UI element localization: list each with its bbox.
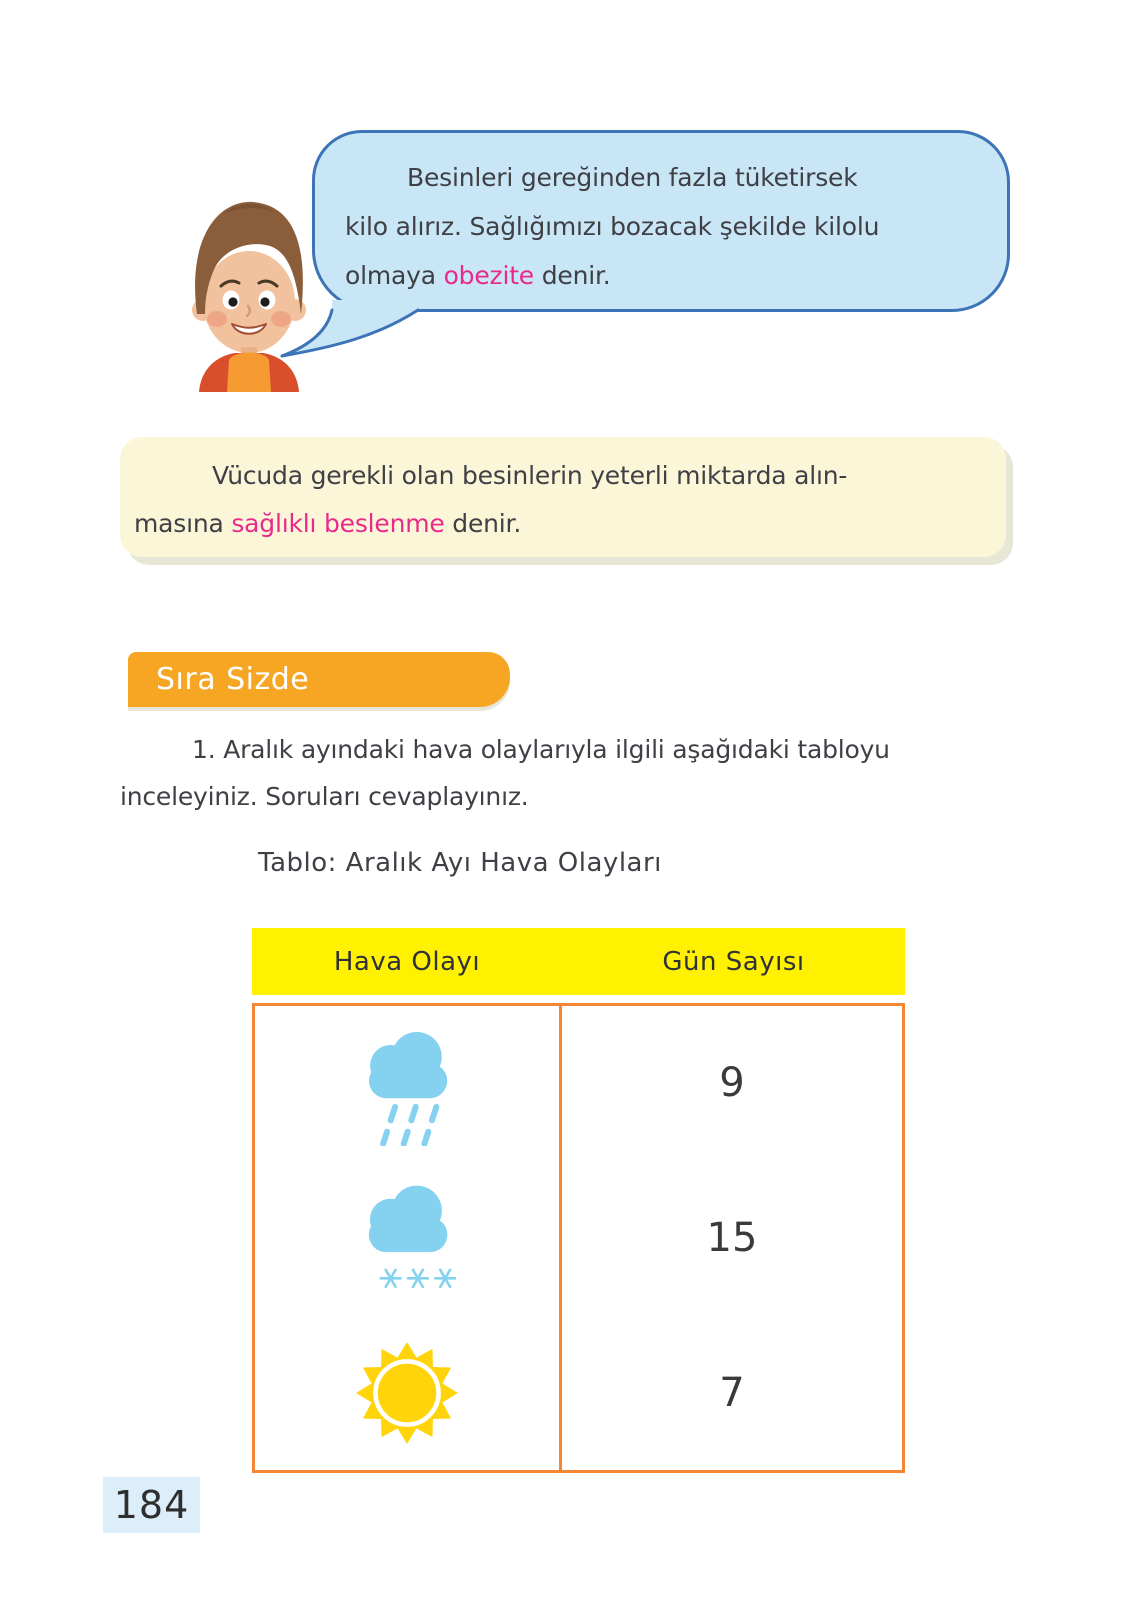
- speech-line: [345, 153, 979, 202]
- table-cell-weather-sun: [255, 1315, 562, 1470]
- highlighted-term: sağlıklı beslenme: [231, 509, 445, 538]
- table-cell-weather-rain: [255, 1006, 562, 1161]
- table-title: Tablo: Aralık Ayı Hava Olayları: [258, 848, 662, 878]
- section-header-sira-sizde: Sıra Sizde: [128, 652, 510, 707]
- definition-box: [120, 437, 1006, 557]
- speech-bubble: [312, 130, 1010, 312]
- table-header-row: [252, 928, 905, 995]
- snow-cloud-icon: [347, 1178, 467, 1298]
- column-header-gun-sayisi: Gün Sayısı: [662, 946, 805, 977]
- text-run: masına: [134, 509, 232, 538]
- text-run: Besinleri gereğinden fazla tüketirsek: [407, 163, 858, 192]
- definition-line: [134, 500, 966, 548]
- speech-line: [345, 202, 979, 251]
- question-1: [120, 726, 1020, 820]
- text-run: kilo alırız. Sağlığımızı bozacak şekilde kilolu: [345, 212, 880, 241]
- text-run: denir.: [444, 509, 522, 538]
- text-run: inceleyiniz. Soruları cevaplayınız.: [120, 782, 529, 811]
- question-line: [120, 726, 1020, 773]
- boy-character-illustration: [183, 192, 313, 392]
- table-cell-days: 7: [719, 1369, 745, 1416]
- table-cell-weather-snow: [255, 1161, 562, 1316]
- page-number-badge: 184: [103, 1477, 200, 1533]
- sun-icon: [351, 1337, 463, 1449]
- weather-table: [252, 1003, 905, 1473]
- rain-cloud-icon: [347, 1020, 467, 1146]
- table-cell-days: 15: [706, 1214, 758, 1261]
- text-run: 1. Aralık ayındaki hava olaylarıyla ilgili aşağıdaki tabloyu: [192, 735, 890, 764]
- speech-line: [345, 251, 979, 300]
- definition-line: [134, 452, 966, 500]
- question-line: [120, 773, 1020, 820]
- highlighted-term: obezite: [443, 261, 534, 290]
- column-header-hava-olayi: Hava Olayı: [333, 946, 481, 977]
- text-run: olmaya: [345, 261, 444, 290]
- text-run: denir.: [533, 261, 611, 290]
- text-run: Vücuda gerekli olan besinlerin yeterli miktarda alın-: [212, 461, 848, 490]
- table-cell-days: 9: [719, 1060, 745, 1107]
